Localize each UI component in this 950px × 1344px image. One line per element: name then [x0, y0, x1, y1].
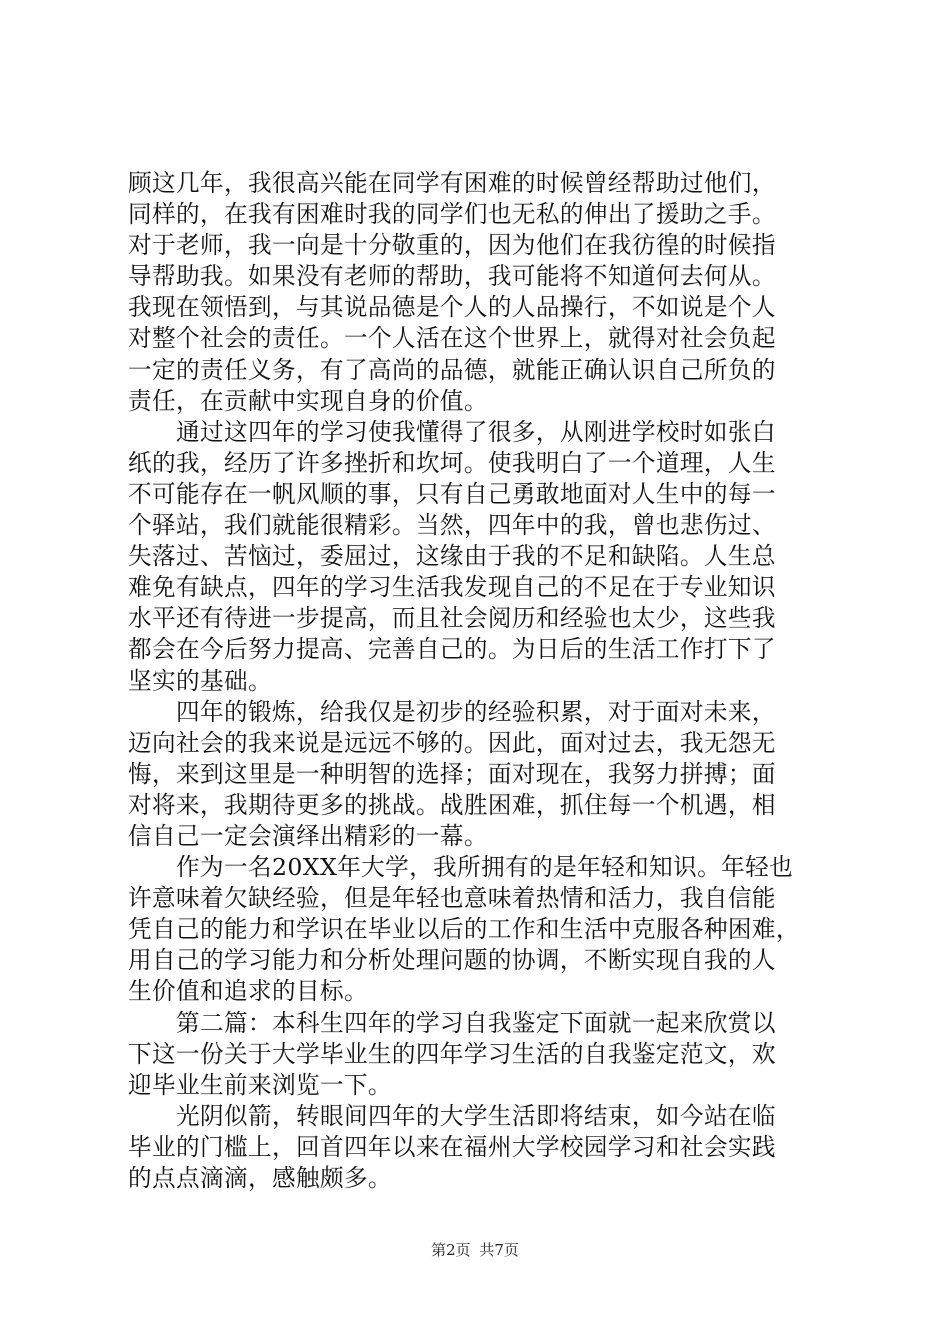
text-line: 纸的我，经历了许多挫折和坎坷。使我明白了一个道理，人生 [128, 448, 776, 477]
paragraph-start-line: 作为一名20XX年大学，我所拥有的是年轻和知识。年轻也 [176, 853, 794, 882]
body-text [128, 168, 838, 1194]
text-line: 信自己一定会演绎出精彩的一幕。 [128, 821, 488, 850]
text-line: 毕业的门槛上，回首四年以来在福州大学校园学习和社会实践 [128, 1132, 776, 1161]
text-line: 对整个社会的责任。一个人活在这个世界上，就得对社会负起 [128, 324, 776, 353]
paragraph-start-line: 第二篇：本科生四年的学习自我鉴定下面就一起来欣赏以 [176, 1008, 776, 1037]
page-footer [0, 1240, 950, 1260]
text-line: 失落过、苦恼过，委屈过，这缘由于我的不足和缺陷。人生总 [128, 542, 776, 571]
paragraph-start-line: 通过这四年的学习使我懂得了很多，从刚进学校时如张白 [176, 417, 776, 446]
text-line: 迎毕业生前来浏览一下。 [128, 1070, 392, 1099]
text-line: 用自己的学习能力和分析处理问题的协调，不断实现自我的人 [128, 946, 776, 975]
text-line: 难免有缺点，四年的学习生活我发现自己的不足在于专业知识 [128, 573, 776, 602]
text-line: 都会在今后努力提高、完善自己的。为日后的生活工作打下了 [128, 635, 776, 664]
text-line: 个驿站，我们就能很精彩。当然，四年中的我，曾也悲伤过、 [128, 511, 776, 540]
text-line: 我现在领悟到，与其说品德是个人的人品操行，不如说是个人 [128, 293, 776, 322]
text-line: 同样的，在我有困难时我的同学们也无私的伸出了援助之手。 [128, 200, 776, 229]
paragraph-start-line: 四年的锻炼，给我仅是初步的经验积累，对于面对未来， [176, 697, 776, 726]
text-line: 坚实的基础。 [128, 666, 272, 695]
page-total: 共7页 [479, 1241, 519, 1259]
paragraph-start-line: 光阴似箭，转眼间四年的大学生活即将结束，如今站在临 [176, 1101, 776, 1130]
text-line: 凭自己的能力和学识在毕业以后的工作和生活中克服各种困难， [128, 915, 800, 944]
text-line: 责任，在贡献中实现自身的价值。 [128, 386, 488, 415]
text-line: 的点点滴滴，感触颇多。 [128, 1164, 392, 1192]
text-line: 对将来，我期待更多的挑战。战胜困难，抓住每一个机遇，相 [128, 790, 776, 819]
text-line: 一定的责任义务，有了高尚的品德，就能正确认识自己所负的 [128, 355, 776, 384]
text-line: 导帮助我。如果没有老师的帮助，我可能将不知道何去何从。 [128, 262, 776, 291]
page-number: 第2页 [431, 1241, 471, 1259]
text-line: 对于老师，我一向是十分敬重的，因为他们在我彷徨的时候指 [128, 231, 776, 260]
text-line: 水平还有待进一步提高，而且社会阅历和经验也太少，这些我 [128, 604, 776, 633]
text-line: 不可能存在一帆风顺的事，只有自己勇敢地面对人生中的每一 [128, 479, 776, 508]
text-line: 下这一份关于大学毕业生的四年学习生活的自我鉴定范文，欢 [128, 1039, 776, 1068]
text-line: 顾这几年，我很高兴能在同学有困难的时候曾经帮助过他们， [128, 169, 776, 197]
text-line: 许意味着欠缺经验，但是年轻也意味着热情和活力，我自信能 [128, 884, 776, 913]
text-line: 悔，来到这里是一种明智的选择；面对现在，我努力拼搏；面 [128, 759, 776, 788]
text-line: 生价值和追求的目标。 [128, 977, 368, 1006]
text-line: 迈向社会的我来说是远远不够的。因此，面对过去，我无怨无 [128, 728, 776, 757]
